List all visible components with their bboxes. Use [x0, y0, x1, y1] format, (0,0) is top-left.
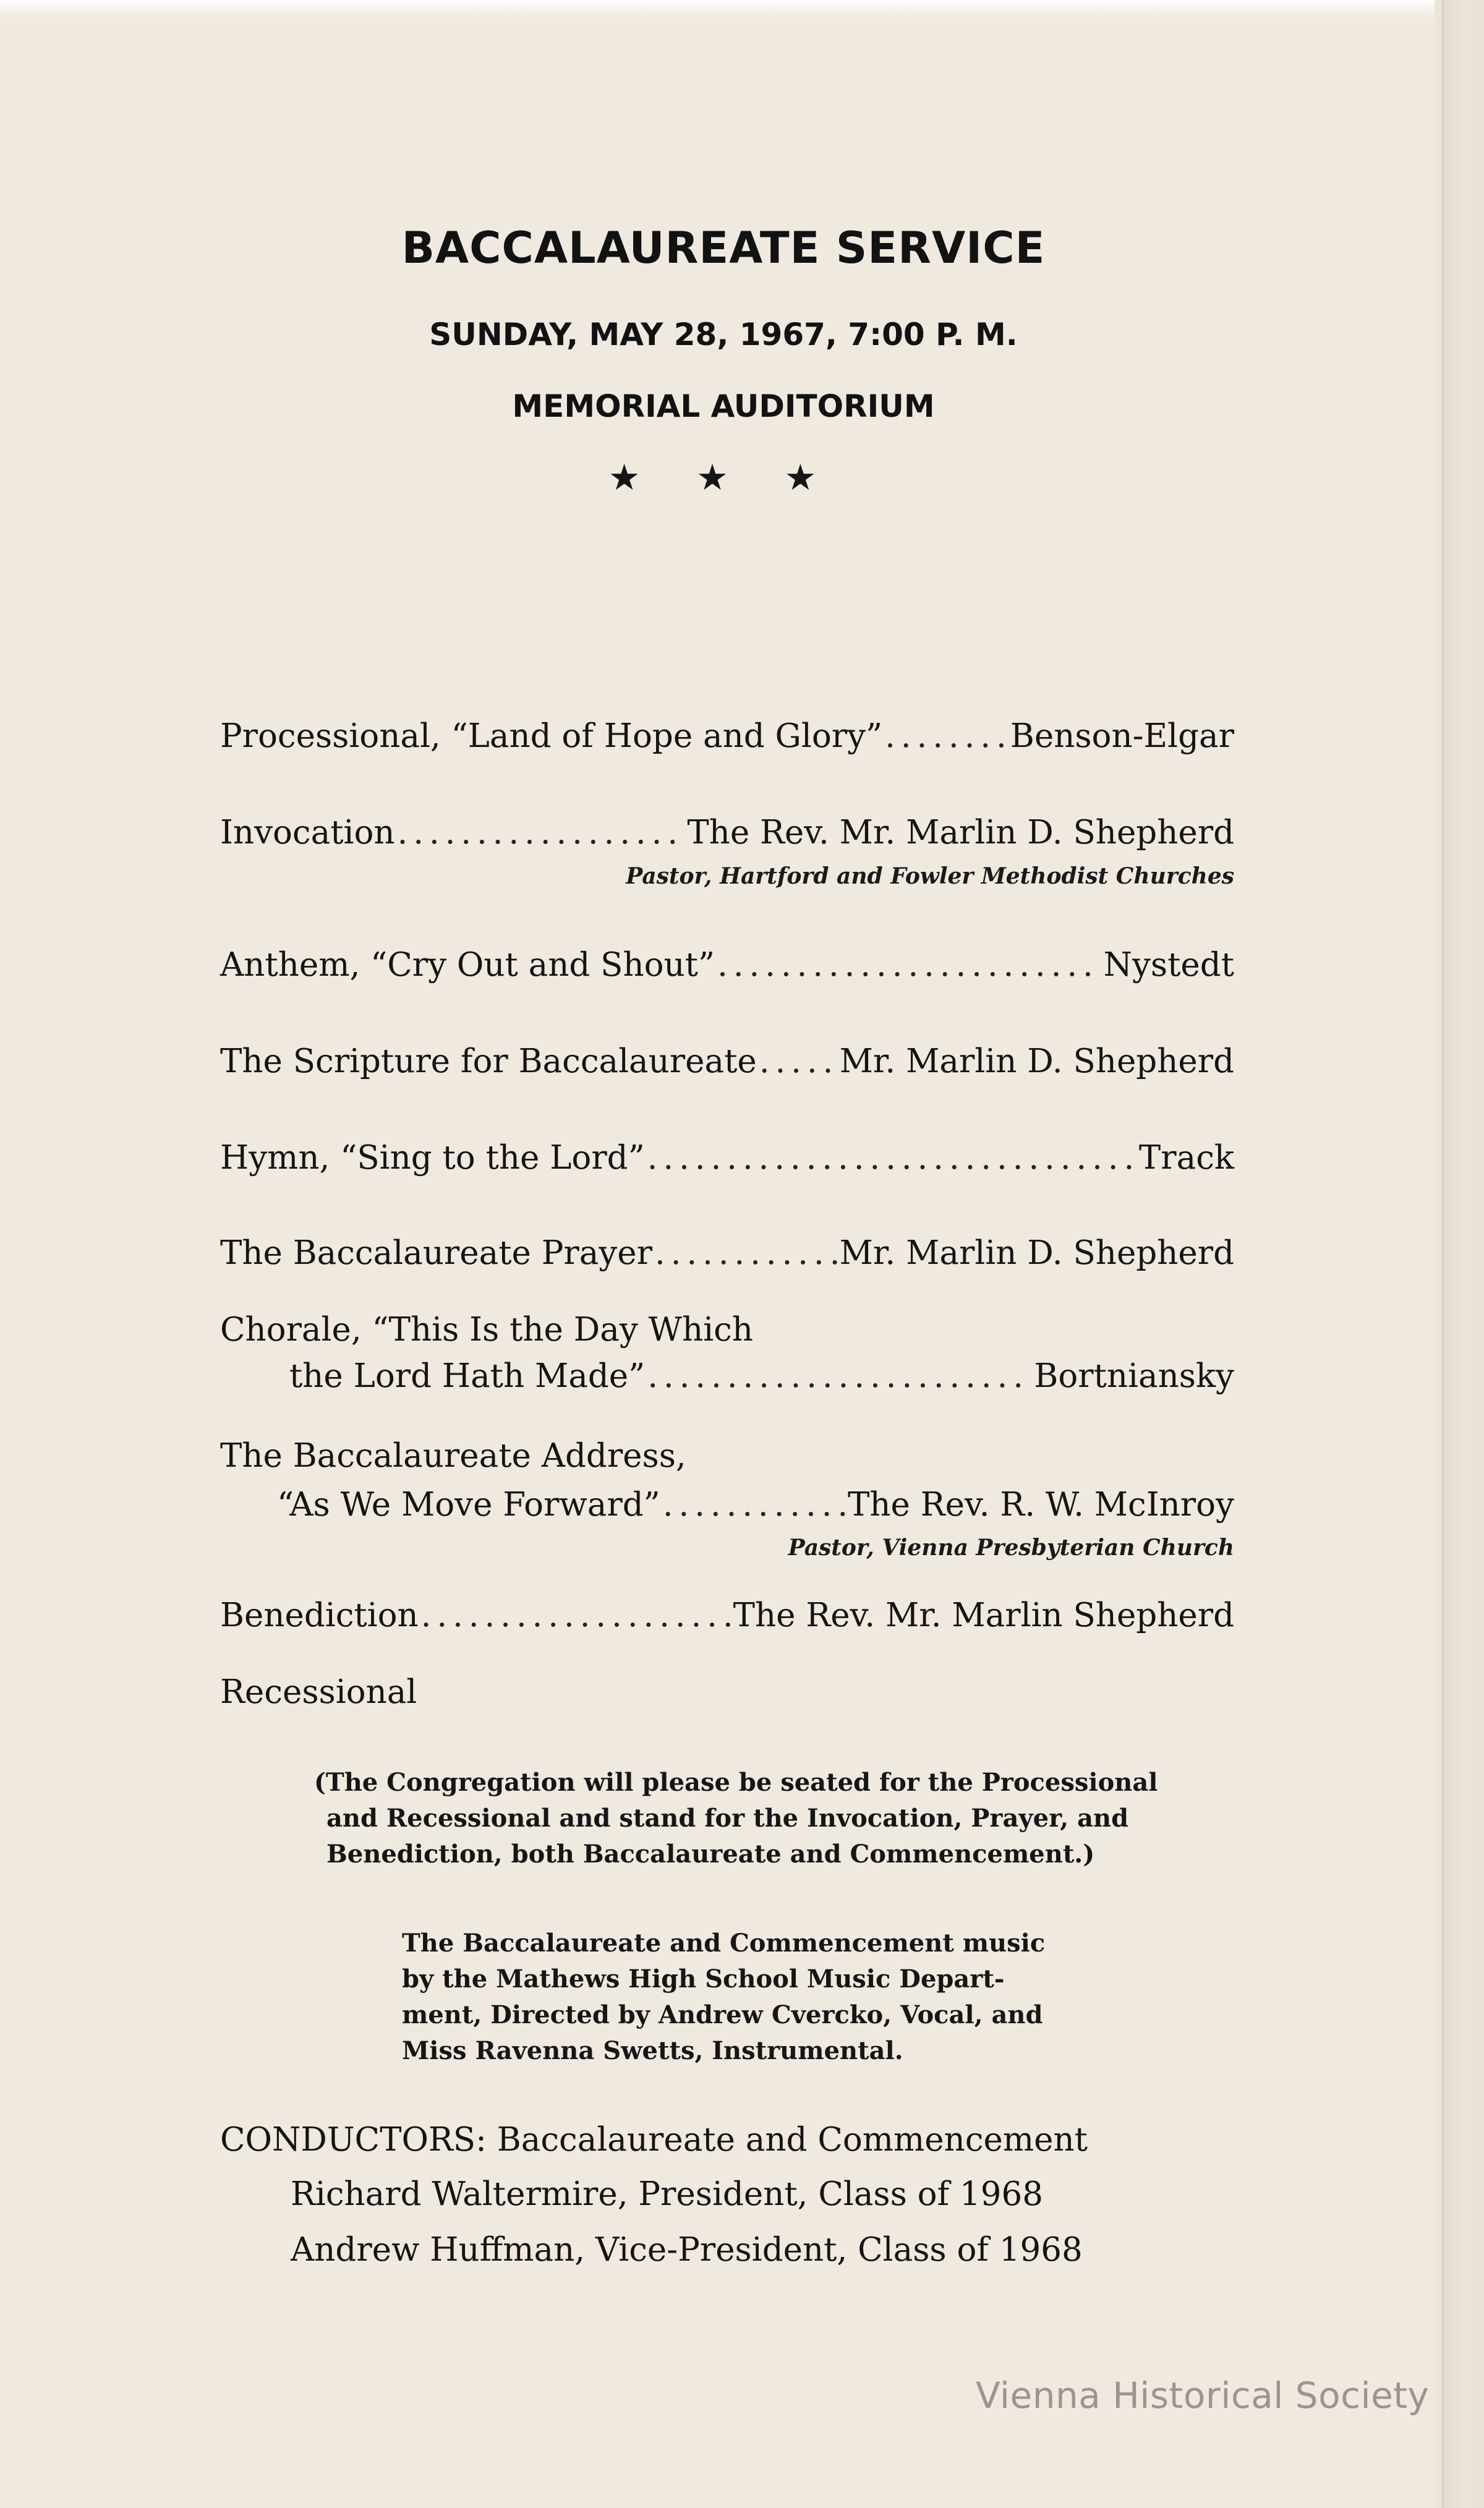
music-note — [402, 1926, 1144, 2069]
dot-leader — [421, 1597, 731, 1634]
program-item-invocation — [220, 814, 1234, 851]
program-label: The Scripture for Baccalaureate — [220, 1043, 757, 1080]
program-label: The Baccalaureate Prayer — [220, 1234, 652, 1272]
note-line: Miss Ravenna Swetts, Instrumental. — [402, 2036, 903, 2065]
conductors-heading: CONDUCTORS: Baccalaureate and Commencement — [220, 2121, 1088, 2159]
program-value: Bortniansky — [1034, 1357, 1234, 1395]
program-label: the Lord Hath Made” — [289, 1357, 646, 1395]
dot-leader — [647, 1357, 1031, 1395]
program-label: Invocation — [220, 814, 395, 851]
program-item-anthem — [220, 946, 1234, 984]
conductor-name: Andrew Huffman, Vice-President, Class of 1968 — [291, 2231, 1083, 2269]
conductor-name: Richard Waltermire, President, Class of 1968 — [291, 2175, 1043, 2213]
dot-leader — [717, 946, 1101, 984]
program-item-processional — [220, 717, 1234, 755]
program-label: Benediction — [220, 1597, 419, 1634]
invocation-pastor-note: Pastor, Hartford and Fowler Methodist Churches — [626, 863, 1234, 889]
program-label: Recessional — [220, 1673, 417, 1711]
program-item-chorale — [220, 1311, 1234, 1395]
congregation-note — [314, 1765, 1180, 1872]
program-value: The Rev. R. W. McInroy — [847, 1486, 1234, 1524]
dot-leader — [663, 1486, 845, 1524]
program-item-hymn — [220, 1139, 1234, 1177]
dot-leader — [885, 717, 1008, 755]
note-line: The Baccalaureate and Commencement music — [402, 1929, 1046, 1958]
dot-leader — [398, 814, 685, 851]
program-value: Track — [1138, 1139, 1234, 1177]
service-title: BACCALAUREATE SERVICE — [401, 223, 1046, 273]
note-line: ment, Directed by Andrew Cvercko, Vocal, and — [402, 2000, 1043, 2029]
program-value: Mr. Marlin D. Shepherd — [839, 1043, 1234, 1080]
program-value: Nystedt — [1103, 946, 1234, 984]
program-label: Hymn, “Sing to the Lord” — [220, 1139, 645, 1177]
dot-leader — [759, 1043, 837, 1080]
program-label: Anthem, “Cry Out and Shout” — [220, 946, 715, 984]
watermark: Vienna Historical Society — [976, 2374, 1430, 2416]
program-item-benediction — [220, 1597, 1234, 1634]
program-value: The Rev. Mr. Marlin D. Shepherd — [687, 814, 1234, 851]
note-line: Benediction, both Baccalaureate and Commencement.) — [326, 1840, 1095, 1869]
program-label: Processional, “Land of Hope and Glory” — [220, 717, 883, 755]
program-value: Mr. Marlin D. Shepherd — [839, 1234, 1234, 1272]
program-value: Benson-Elgar — [1010, 717, 1234, 755]
dot-leader — [655, 1234, 837, 1272]
service-date: SUNDAY, MAY 28, 1967, 7:00 P. M. — [429, 317, 1018, 352]
program-label-line1: The Baccalaureate Address, — [220, 1437, 686, 1475]
program-item-prayer — [220, 1234, 1234, 1272]
program-label-line1: Chorale, “This Is the Day Which — [220, 1311, 754, 1349]
program-item-recessional — [220, 1673, 1234, 1711]
program-value: The Rev. Mr. Marlin Shepherd — [733, 1597, 1234, 1634]
star-divider-icon: ★ ★ ★ — [608, 456, 839, 498]
program-label: “As We Move Forward” — [277, 1486, 660, 1524]
fold-crease — [1442, 0, 1444, 2508]
program-item-scripture — [220, 1043, 1234, 1080]
paper-top-edge — [0, 0, 1484, 17]
address-pastor-note: Pastor, Vienna Presbyterian Church — [788, 1535, 1234, 1561]
dot-leader — [647, 1139, 1136, 1177]
service-venue: MEMORIAL AUDITORIUM — [512, 388, 935, 424]
note-line: by the Mathews High School Music Depart- — [402, 1964, 1005, 1994]
note-line: and Recessional and stand for the Invocation, Prayer, and — [326, 1804, 1129, 1833]
note-line: (The Congregation will please be seated for the Processional — [314, 1768, 1158, 1797]
program-item-address — [220, 1437, 1234, 1524]
